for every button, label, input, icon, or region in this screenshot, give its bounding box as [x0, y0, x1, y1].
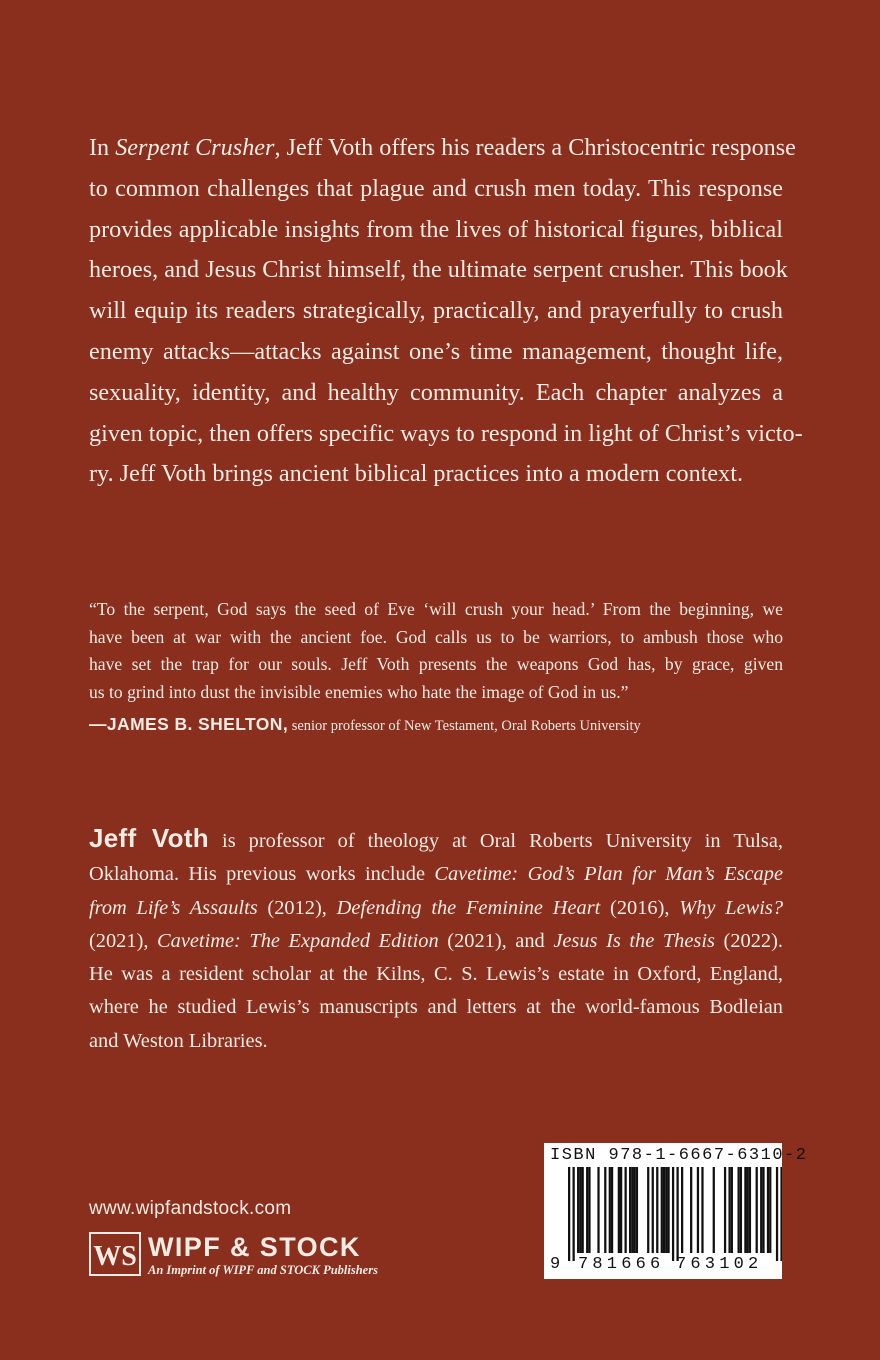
barcode-bar [609, 1167, 611, 1253]
quote-line [89, 651, 783, 679]
barcode-bar [597, 1167, 599, 1253]
quote-line [89, 596, 783, 624]
description-text: will equip its readers strategically, practically, and prayerfully to crush [89, 297, 783, 325]
barcode-bar [731, 1167, 733, 1253]
barcode-bar [634, 1167, 636, 1253]
barcode-bar [767, 1167, 769, 1253]
bio-text: He was a resident scholar at the Kilns, C. S. Lewis’s estate in Oxford, England, [89, 963, 783, 986]
barcode-bar [588, 1167, 590, 1253]
isbn-label: ISBN 978-1-6667-6310-2 [550, 1146, 808, 1165]
publisher-logo-icon [89, 1232, 141, 1276]
barcode-bar [672, 1167, 674, 1261]
description-line [89, 332, 783, 373]
bio-text: (2016), [600, 896, 680, 919]
barcode-bar [665, 1167, 667, 1253]
barcode-bar [611, 1167, 613, 1253]
publisher-website: www.wipfandstock.com [89, 1198, 292, 1219]
description-line [89, 210, 783, 251]
description-text: given topic, then offers specific ways to respond in light of Christ’s victo- [89, 419, 803, 447]
bio-line [89, 925, 783, 958]
barcode-bar [728, 1167, 730, 1253]
description-text: ry. Jeff Voth brings ancient biblical practices into a modern context. [89, 460, 744, 488]
description-text: provides applicable insights from the lives of historical figures, biblical [89, 215, 783, 243]
barcode-bar [625, 1167, 627, 1253]
quote-text: have set the trap for our souls. Jeff Voth presents the weapons God has, by grace, given [89, 654, 783, 674]
barcode-bar [586, 1167, 588, 1253]
barcode-digits-left: 781666 [578, 1255, 665, 1274]
barcode-bar [647, 1167, 649, 1253]
barcode-bar [776, 1167, 778, 1261]
description-line [89, 250, 788, 291]
description-text: , Jeff Voth offers his readers a Christocentric response [274, 134, 796, 161]
description-line [89, 291, 783, 332]
bio-line [89, 858, 783, 891]
isbn-barcode [544, 1143, 808, 1279]
barcode-bar [760, 1167, 762, 1253]
endorsement-attribution [89, 714, 641, 735]
barcode-bar [713, 1167, 715, 1253]
quote-line [89, 624, 783, 652]
description-text: heroes, and Jesus Christ himself, the ultimate serpent crusher. This book [89, 256, 788, 284]
endorser-title: senior professor of New Testament, Oral Roberts University [288, 718, 641, 734]
ws-monogram-icon [92, 1235, 138, 1273]
barcode-bar [724, 1167, 726, 1253]
barcode-bar [579, 1167, 581, 1253]
barcode-bar [769, 1167, 771, 1253]
bio-text: is professor of theology at Oral Roberts University in Tulsa, [208, 830, 784, 852]
barcode-digit-first: 9 [550, 1255, 561, 1274]
ws-monogram-text: WS [93, 1241, 137, 1272]
endorsement-quote [89, 596, 783, 706]
barcode-bar [756, 1167, 758, 1253]
barcode-bar [582, 1167, 584, 1253]
barcode-bar [697, 1167, 699, 1253]
barcode-bar [762, 1167, 764, 1253]
barcode-bar [740, 1167, 742, 1253]
barcode-bar [631, 1167, 633, 1253]
barcode-bar [749, 1167, 751, 1253]
author-name: Jeff Voth [89, 823, 209, 853]
barcode-bar [681, 1167, 683, 1253]
barcode-bar [577, 1167, 579, 1253]
description-text: In [89, 134, 116, 161]
description-text: enemy attacks—attacks against one’s time management, thought life, [89, 337, 783, 365]
barcode-bar [780, 1167, 782, 1261]
bio-italic-title: from Life’s Assaults [89, 896, 258, 919]
endorser-name: —JAMES B. SHELTON, [89, 714, 289, 734]
bio-text: and Weston Libraries. [89, 1029, 268, 1052]
bio-line [89, 822, 783, 858]
barcode-bar [629, 1167, 631, 1253]
barcode-bar [738, 1167, 740, 1253]
bio-line [89, 991, 783, 1024]
description-line [89, 454, 783, 495]
barcode-bar [661, 1167, 663, 1253]
barcode-bar [690, 1167, 692, 1253]
bio-italic-title: Why Lewis? [679, 896, 784, 919]
barcode-bar [636, 1167, 638, 1253]
bio-text: (2022). [714, 929, 783, 952]
description-line [89, 414, 803, 455]
quote-text: us to grind into dust the invisible enemies who hate the image of God in us.” [89, 681, 629, 702]
quote-line [89, 679, 783, 707]
barcode-bar [618, 1167, 620, 1253]
bio-line [89, 958, 783, 991]
bio-italic-title: Cavetime: The Expanded Edition [157, 929, 439, 952]
bio-italic-title: Defending the Feminine Heart [336, 896, 601, 919]
description-text: sexuality, identity, and healthy community. Each chapter analyzes a [89, 378, 783, 406]
quote-text: have been at war with the ancient foe. God calls us to be warriors, to ambush those who [89, 626, 783, 647]
barcode-bar [620, 1167, 622, 1253]
quote-text: “To the serpent, God says the seed of Eve ‘will crush your head.’ From the beginning, we [89, 599, 783, 619]
book-description [89, 128, 803, 495]
barcode-bar [701, 1167, 703, 1253]
description-line [89, 128, 796, 169]
barcode-bar [663, 1167, 665, 1253]
bio-text: where he studied Lewis’s manuscripts and letters at the world-famous Bodleian [89, 996, 783, 1019]
publisher-name: WIPF & STOCK [148, 1232, 361, 1262]
author-bio [89, 822, 783, 1058]
barcode-bar [744, 1167, 746, 1253]
description-text: to common challenges that plague and crush men today. This response [89, 174, 783, 202]
barcode-bar [652, 1167, 654, 1253]
barcode-bar [573, 1167, 575, 1261]
barcode-bar [747, 1167, 749, 1253]
description-italic-title: Serpent Crusher [115, 134, 275, 161]
bio-text: (2012), [257, 896, 337, 919]
barcode-bar [676, 1167, 678, 1261]
barcode-digits-right: 763102 [676, 1255, 763, 1274]
bio-text: (2021), [89, 929, 158, 952]
description-line [89, 373, 783, 414]
publisher-subtitle: An Imprint of WIPF and STOCK Publishers [148, 1263, 378, 1277]
barcode-bar [667, 1167, 669, 1253]
bio-line [89, 1025, 783, 1058]
bio-text: Oklahoma. His previous works include [89, 863, 435, 886]
description-line [89, 169, 783, 210]
barcode-bar [568, 1167, 570, 1261]
bio-italic-title: Jesus Is the Thesis [553, 929, 715, 952]
bio-line [89, 892, 783, 925]
bio-text: (2021), and [438, 929, 554, 952]
bio-italic-title: Cavetime: God’s Plan for Man’s Escape [434, 863, 783, 886]
barcode-bar [656, 1167, 658, 1253]
barcode-bar [604, 1167, 606, 1253]
